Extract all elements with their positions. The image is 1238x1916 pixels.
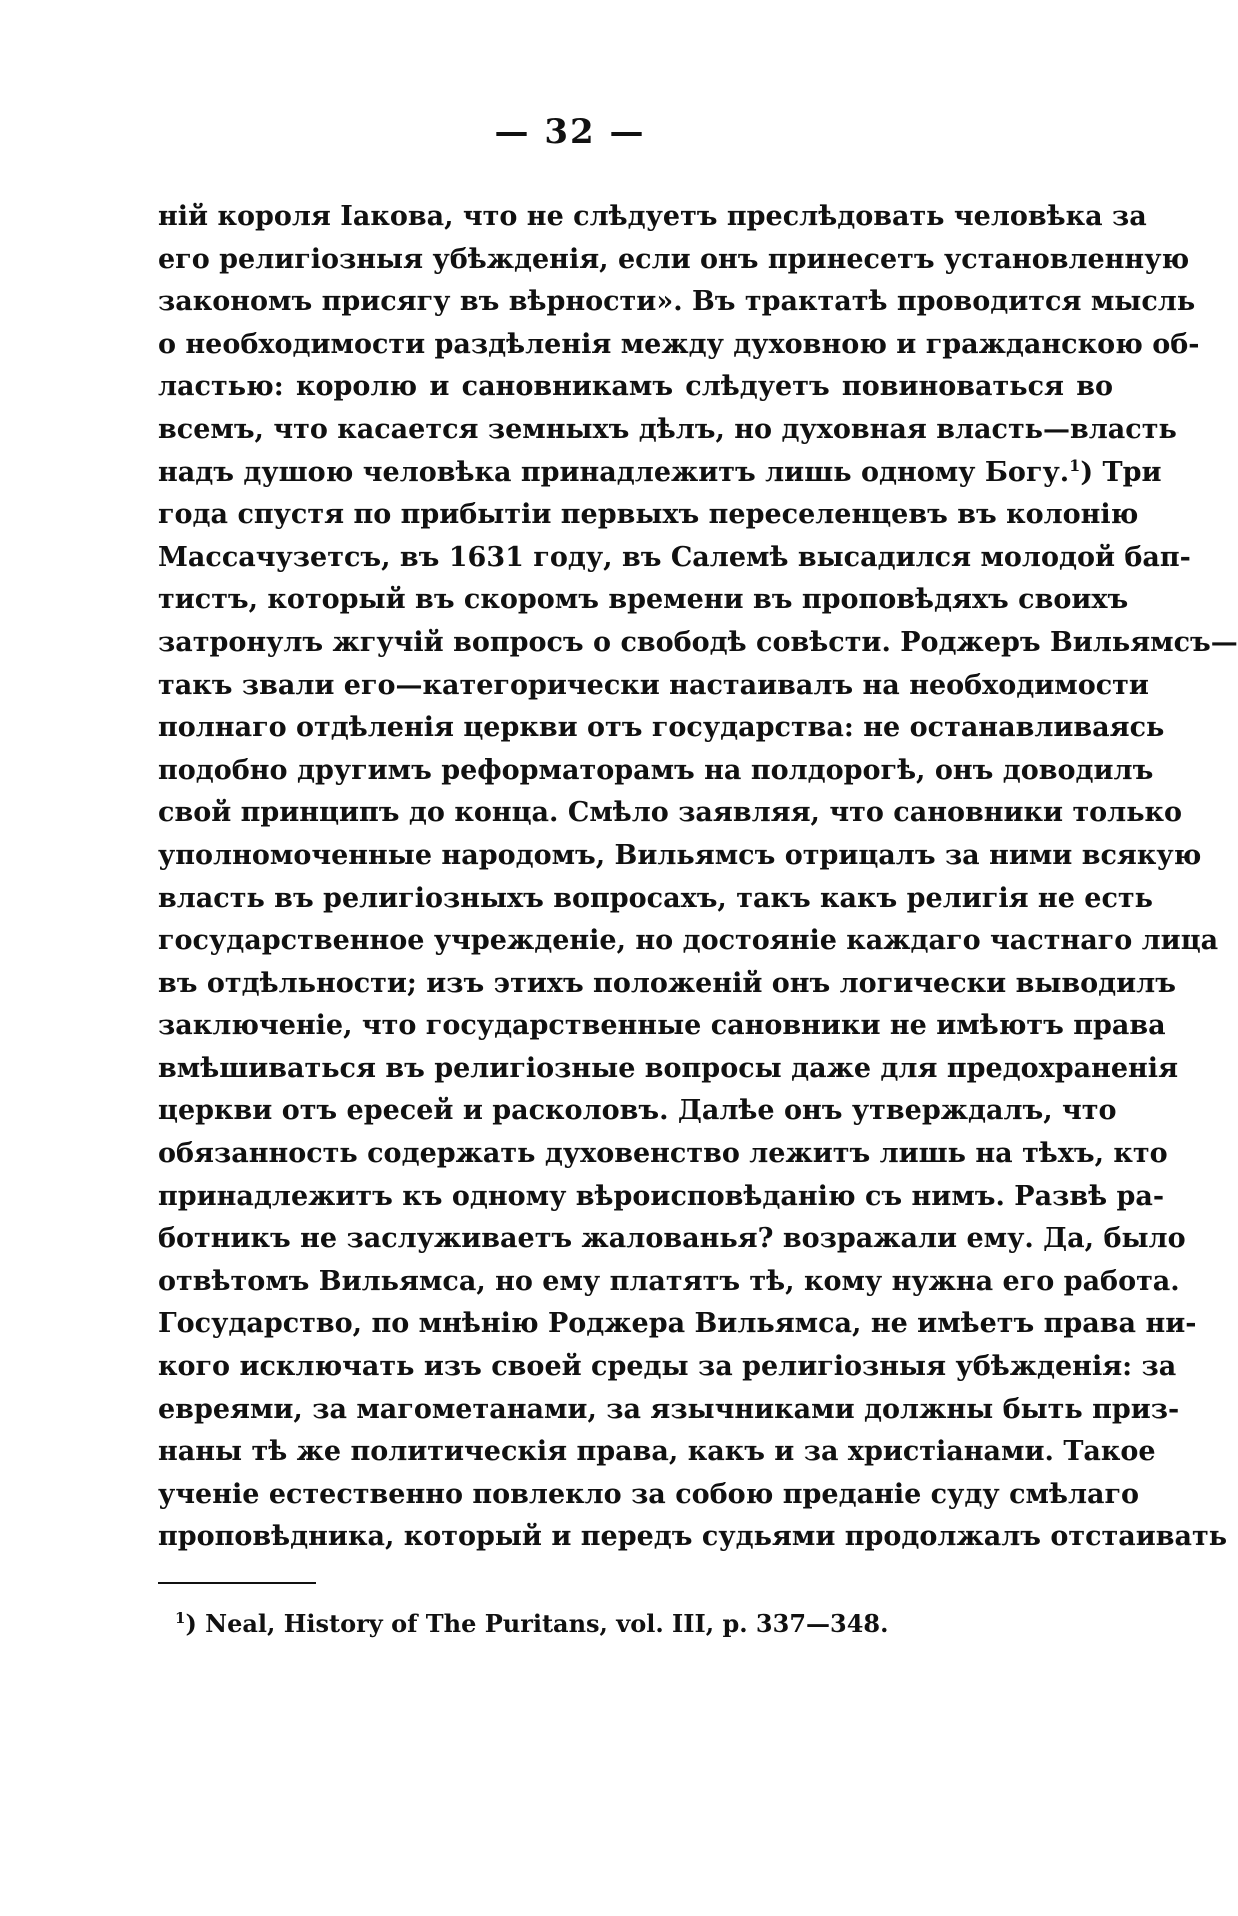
text-line: тистъ, который въ скоромъ времени въ проповѣдяхъ своихъ	[158, 584, 1129, 616]
footnote-ref: 1	[1069, 455, 1081, 475]
text-line: ученіе естественно повлекло за собою преданіе суду смѣлаго	[158, 1478, 1140, 1510]
text-line-segment: ) Три	[1080, 456, 1162, 488]
text-line: года спустя по прибытіи первыхъ переселенцевъ въ колонію	[158, 499, 1139, 531]
text-line-segment: надъ душою человѣка принадлежитъ лишь одному Богу.	[158, 456, 1070, 488]
text-line: принадлежитъ къ одному вѣроисповѣданію съ нимъ. Развѣ ра-	[158, 1180, 1165, 1212]
text-line: ботникъ не заслуживаетъ жалованья? возражали ему. Да, было	[158, 1223, 1186, 1255]
text-line: полнаго отдѣленія церкви отъ государства: не останавливаясь	[158, 712, 1165, 744]
text-line: Массачузетсъ, въ 1631 году, въ Салемѣ высадился молодой бап-	[158, 541, 1191, 573]
footnote-marker: 1	[175, 1609, 186, 1627]
text-line: въ отдѣльности; изъ этихъ положеній онъ логически выводилъ	[158, 967, 1176, 999]
text-line: ній короля Іакова, что не слѣдуетъ преслѣдовать человѣка за	[158, 201, 1147, 232]
body-text	[158, 196, 1238, 1559]
text-line: заключеніе, что государственные сановники не имѣютъ права	[158, 1010, 1166, 1042]
text-line: проповѣдника, который и передъ судьями продолжалъ отстаивать	[158, 1521, 1228, 1553]
text-line: церкви отъ ересей и расколовъ. Далѣе онъ утверждалъ, что	[158, 1095, 1117, 1127]
text-line: Государство, по мнѣнію Роджера Вильямса, не имѣетъ права ни-	[158, 1308, 1197, 1340]
text-line: евреями, за магометанами, за язычниками должны быть приз-	[158, 1393, 1180, 1425]
text-line-with-footnote-ref	[158, 452, 1162, 495]
text-line: кого исключать изъ своей среды за религіозныя убѣжденія: за	[158, 1351, 1177, 1383]
text-line: уполномоченные народомъ, Вильямсъ отрицалъ за ними всякую	[158, 839, 1202, 871]
footnote	[175, 1608, 1075, 1640]
footnote-text: ) Neal, History of The Puritans, vol. III, p. 337—348.	[185, 1609, 889, 1638]
text-line: подобно другимъ реформаторамъ на полдорогѣ, онъ доводилъ	[158, 754, 1154, 786]
text-line: затронулъ жгучій вопросъ о свободѣ совѣсти. Роджеръ Вильямсъ—	[158, 626, 1238, 658]
text-line: наны тѣ же политическія права, какъ и за христіанами. Такое	[158, 1436, 1156, 1468]
text-line: отвѣтомъ Вильямса, но ему платятъ тѣ, кому нужна его работа.	[158, 1265, 1180, 1297]
text-line: о необходимости раздѣленія между духовною и гражданскою об-	[158, 328, 1200, 360]
page-number: — 32 —	[494, 112, 646, 152]
text-line: власть въ религіозныхъ вопросахъ, такъ какъ религія не есть	[158, 882, 1153, 914]
text-line: обязанность содержать духовенство лежитъ лишь на тѣхъ, кто	[158, 1138, 1168, 1170]
text-line: его религіозныя убѣжденія, если онъ принесетъ установленную	[158, 243, 1190, 275]
text-line: государственное учрежденіе, но достояніе каждаго частнаго лица	[158, 925, 1219, 957]
text-line: такъ звали его—категорически настаивалъ на необходимости	[158, 669, 1149, 701]
text-line: всемъ, что касается земныхъ дѣлъ, но духовная власть—власть	[158, 413, 1177, 445]
text-line: закономъ присягу въ вѣрности». Въ трактатѣ проводится мысль	[158, 286, 1196, 318]
text-line: свой принципъ до конца. Смѣло заявляя, что сановники только	[158, 797, 1183, 829]
footnote-divider	[158, 1582, 316, 1584]
text-line: ластью: королю и сановникамъ слѣдуетъ повиноваться во	[158, 371, 1113, 403]
text-line: вмѣшиваться въ религіозные вопросы даже для предохраненія	[158, 1052, 1179, 1084]
